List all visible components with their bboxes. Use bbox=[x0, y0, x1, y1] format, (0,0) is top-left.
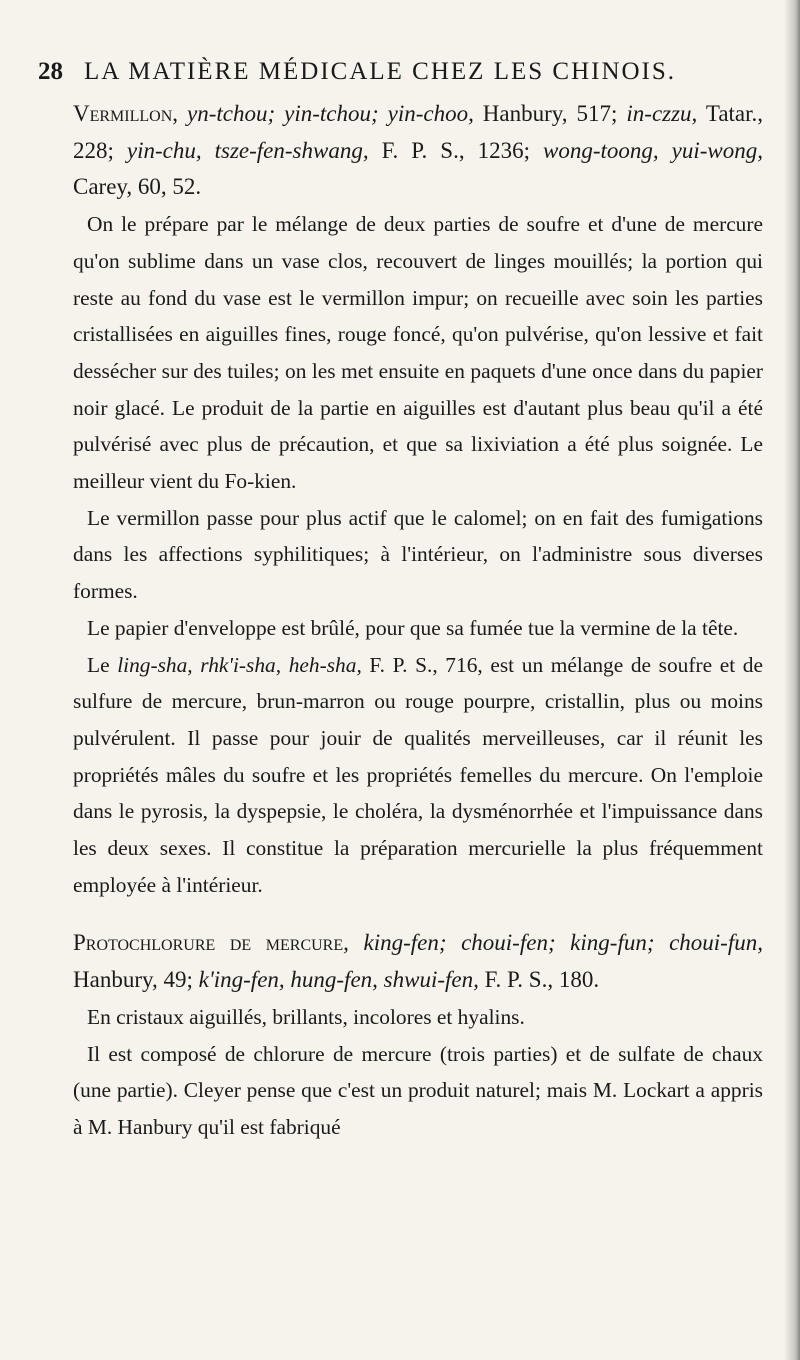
entry-vermillon bbox=[73, 96, 763, 206]
chinese-names: yin-chu, tsze-fen-shwang, bbox=[126, 137, 369, 163]
chinese-names: k'ing-fen, hung-fen, shwui-fen, bbox=[198, 967, 479, 993]
paragraph-lead: Le bbox=[87, 652, 118, 677]
entry-sep: , bbox=[172, 101, 188, 126]
reference: Carey, 60, 52. bbox=[73, 174, 202, 200]
chinese-names: in-czzu, bbox=[626, 101, 698, 126]
section-gap bbox=[73, 903, 763, 925]
chinese-names: yn-tchou; yin-tchou; yin-choo, bbox=[187, 101, 474, 126]
paragraph: Le papier d'enveloppe est brûlé, pour que sa fumée tue la vermine de la tête. bbox=[87, 615, 739, 640]
entry-head: Vermillon bbox=[73, 101, 173, 126]
page-number: 28 bbox=[38, 58, 63, 85]
chinese-names: ling-sha, rhk'i-sha, heh-sha, bbox=[117, 652, 362, 677]
paragraph: On le prépare par le mélange de deux parties de soufre et d'une de mercure qu'on sublime dans un vase clos, recouvert de linges mouillés; la portion qui reste au fond du vase est le vermillon impur; on recueille avec soin les parties cristallisées en aiguilles fines, rouge foncé, qu'on pulvérise, qu'on lessive et fait dessécher sur des tuiles; on les met ensuite en paquets d'une once dans du papier noir glacé. Le produit de la partie en aiguilles est d'autant plus beau qu'il a été pulvérisé avec plus de précaution, et que sa lixiviation a été plus soignée. Le meilleur vient du Fo-kien. bbox=[73, 212, 763, 494]
paragraph: En cristaux aiguillés, brillants, incolores et hyalins. bbox=[87, 1004, 525, 1029]
chinese-names: wong-toong, yui-wong, bbox=[543, 137, 763, 163]
entry-protochlorure bbox=[73, 925, 763, 998]
paragraph: Il est composé de chlorure de mercure (trois parties) et de sulfate de chaux (une partie). Cleyer pense que c'est un produit naturel; mais M. Lockart a appris à M. Hanbury qu'il est fabriqué bbox=[73, 1041, 763, 1139]
paragraph-rest: F. P. S., 716, est un mélange de soufre et de sulfure de mercure, brun-marron ou rouge pourpre, cristallin, plus ou moins pulvérulent. Il passe pour jouir de qualités merveilleuses, car il réunit les propriétés mâles du soufre et les propriétés femelles du mercure. On l'emploie dans le pyrosis, la dyspepsie, le choléra, la dysménorrhée et l'impuissance dans les deux sexes. Il constitue la préparation mercurielle la plus fréquemment employée à l'intérieur. bbox=[73, 652, 763, 897]
entry-head: Protochlorure de mercure bbox=[73, 930, 344, 956]
reference: F. P. S., 1236; bbox=[368, 137, 543, 163]
paragraph-ling-sha bbox=[73, 647, 763, 904]
reference: Hanbury, 49; bbox=[73, 967, 199, 993]
reference: F. P. S., 180. bbox=[478, 967, 600, 993]
page-header bbox=[38, 58, 722, 98]
chinese-names: , king-fen; choui-fen; king-fun; choui-fun, bbox=[343, 930, 763, 956]
running-title: LA MATIÈRE MÉDICALE CHEZ LES CHINOIS. bbox=[84, 58, 677, 85]
page-edge-shadow bbox=[784, 0, 800, 1360]
page-body bbox=[73, 96, 763, 1146]
reference: Tatar., 228; bbox=[73, 101, 764, 163]
reference: Hanbury, 517; bbox=[473, 101, 627, 126]
paragraph: Le vermillon passe pour plus actif que le calomel; on en fait des fumigations dans les affections syphilitiques; à l'intérieur, on l'administre sous diverses formes. bbox=[73, 505, 763, 604]
